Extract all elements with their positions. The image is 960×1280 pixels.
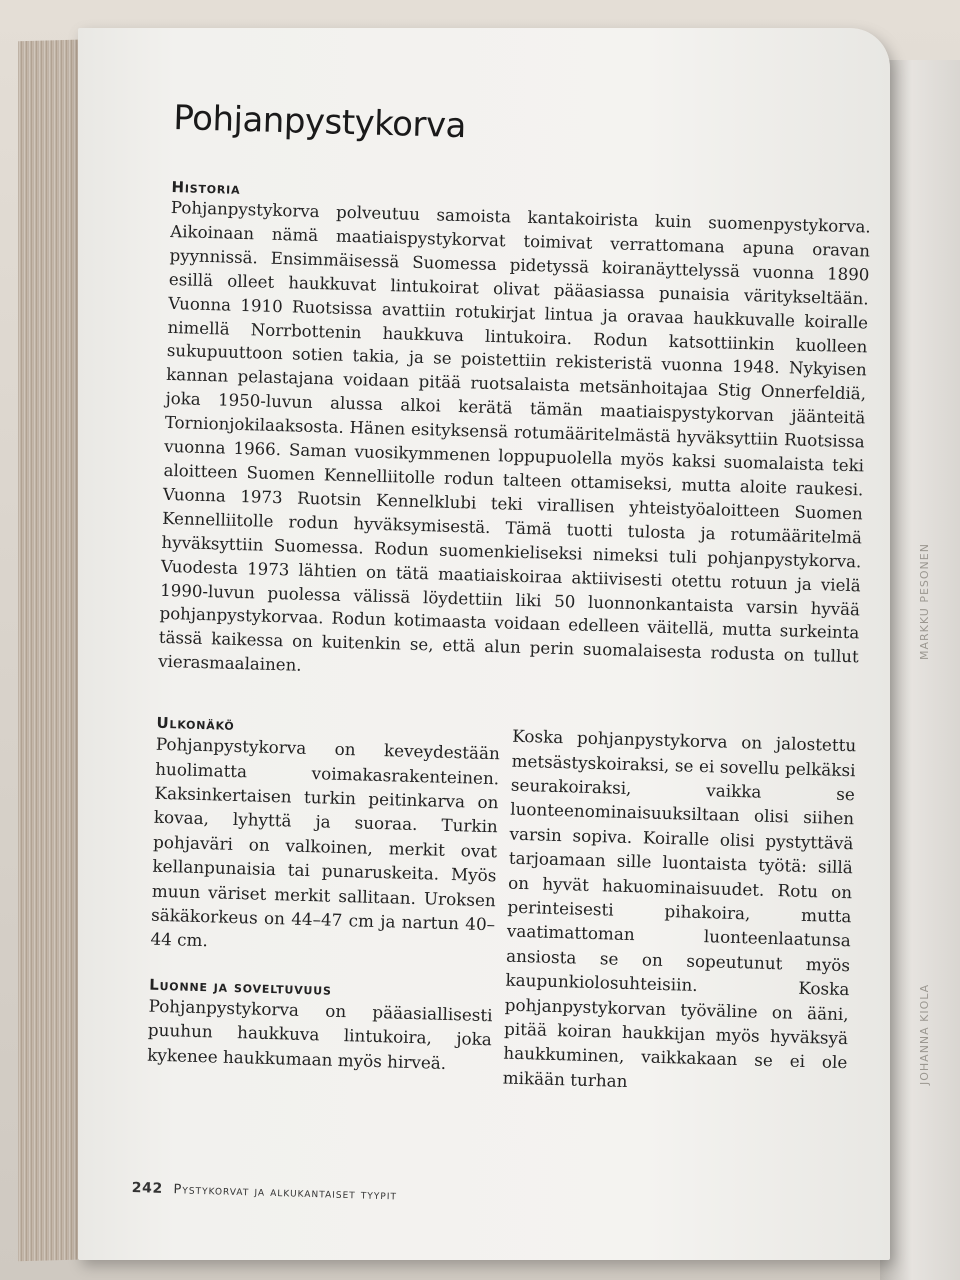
historia-text: Pohjanpystykorva polveutuu samoista kantakoirista kuin suomenpystykorva. Aikoinaan nämä maatiaispystykorvat toimivat verrattomana apuna oravan pyynnissä. Ensimmäisessä Suomessa pidetyssä koiranäyttelyssä vuonna 1890 esillä olleet haukkuvat lintukoirat olivat pääasiassa punaisia väritykseltään. Vuonna 1910 Ruotsissa avattiin rotukirjat lintua ja oravaa haukkuvalle koiralle nimellä Norrbottenin haukkuva lintukoira. Rodun katsottiinkin kuolleen sukupuuttoon sotien takia, ja se poistettiin rekisteristä vuonna 1948. Nykyisen kannan pelastajana voidaan pitää ruotsalaista metsänhoitajaa Stig Onnerfeldiä, joka 1950-luvun alussa alkoi kerätä tämän maatiaispystykorvan jäänteitä Tornionjokilaaksosta. Hänen esityksensä rotumääritelmästä hyväksyttiin Ruotsissa vuonna 1966. Saman vuosikymmenen loppupuolella myös kaksi suomalaista teki aloitteen Suomen Kennelliitolle rodun talteen ottamiseksi, mutta aloite raukesi. Vuonna 1973 Ruotsin Kennelklubi teki virallisen yhteistyöaloitteen Suomen Kennelliitolle rodun hyväksymisestä. Tämä tuotti tulosta ja rotumääritelmä hyväksyttiin Suomessa. Rodun suomenkieliseksi nimeksi tuli pohjanpystykorva. Vuodesta 1973 lähtien on tätä maatiaiskoiraa aktiivisesti otettu rotuun ja vielä 1990-luvun puolessa välissä löydettiin liki 50 luonnonkantaista varsin hyvää pohjanpystykorvaa. Rodun kotimaasta voidaan edelleen väitellä, mutta surkeinta tässä kaikessa on kuitenkin se, että alun perin suomalaisesta rodusta on tullut vierasmaalainen. [157,197,871,675]
section-heading-ulkonako: Ulkonäkö [156,713,235,735]
photo-credit-top: MARKKU PESONEN [918,543,931,660]
section-heading-historia: Historia [171,177,241,198]
two-columns [147,714,857,1099]
book-page [78,28,890,1260]
left-column [147,714,501,1090]
luonne-text: Pohjanpystykorva on pääasiallisesti puuhun haukkuva lintukoira, joka kykenee haukkumaan myös hirveä. [147,995,493,1073]
page-footer [132,1180,832,1216]
facing-page [880,60,960,1280]
page-number: 242 [131,1180,164,1197]
ulkonako-text: Pohjanpystykorva on keveydestään huolimatta voimakasrakenteinen. Kaksinkertaisen turkin peitinkarva on kovaa, lyhyttä ja suoraa. Turkin pohjaväri on valkoinen, merkit ovat kellanpunaisia tai punaruskeita. Myös muun väriset merkit sallitaan. Uroksen säkäkorkeus on 44–47 cm ja nartun 40–44 cm. [150,733,501,951]
right-column-text: Koska pohjanpystykorva on jalostettu metsästyskoiraksi, se ei sovellu pelkäksi seurakoiraksi, vaikka se luonteenominaisuuksiltaan olisi siihen varsin sopiva. Koiralle olisi pystyttävä tarjoamaan sille luontaista työtä: sillä on hyvät hakuominaisuudet. Rotu on perinteisesti pihakoira, mutta vaatimattoman luonteenlaatunsa ansiosta se on sopeutunut myös kaupunkiolosuhteisiin. Koska pohjanpystykorvan työväline on ääni, pitää koiran haukkijan myös hyväksyä haukkuminen, vaikkakaan se ei ole mikään turhan [502,725,857,1091]
section-heading-luonne: Luonne ja soveltuvuus [148,975,332,999]
running-head: Pystykorvat ja alkukantaiset tyypit [173,1182,398,1204]
right-column [502,724,856,1100]
page-title: Pohjanpystykorva [172,98,467,147]
page-content [147,98,874,1099]
photo-credit-bottom: JOHANNA KIOLA [918,983,931,1085]
